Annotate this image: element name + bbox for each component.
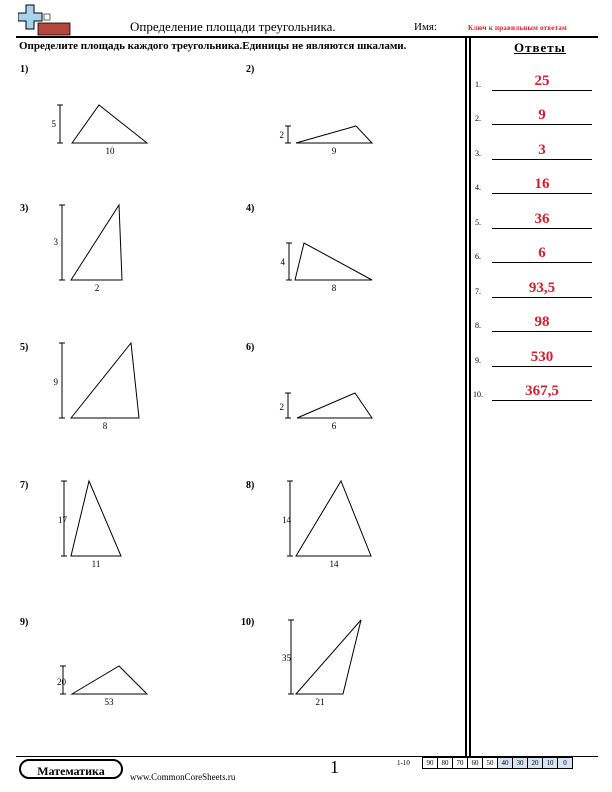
answer-line	[492, 366, 592, 367]
answer-value: 367,5	[525, 383, 559, 399]
answer-value: 93,5	[528, 280, 556, 296]
page-number: 1	[330, 757, 339, 777]
base-label: 8	[102, 421, 108, 431]
answer-number: 8.	[475, 321, 481, 330]
answer-number: 6.	[475, 252, 481, 261]
height-label: 5	[51, 119, 56, 129]
base-label: 10	[105, 146, 115, 156]
height-label: 4	[280, 257, 285, 267]
problem-number: 5)	[20, 342, 29, 353]
base-label: 9	[331, 146, 337, 156]
problem-number: 1)	[20, 64, 29, 75]
triangle-diagram	[266, 471, 406, 571]
answer-number: 4.	[475, 183, 481, 192]
triangle-diagram	[40, 650, 180, 710]
answer-value: 36	[534, 211, 550, 227]
problem-number: 10)	[241, 617, 255, 628]
column-divider	[465, 36, 467, 756]
triangle-diagram	[40, 333, 180, 433]
triangle-diagram	[40, 471, 180, 571]
score-cell: 30	[513, 758, 528, 769]
website-link[interactable]: www.CommonCoreSheets.ru	[130, 772, 236, 782]
problem-number: 7)	[20, 480, 29, 491]
height-label: 35	[282, 653, 291, 663]
problem-number: 3)	[20, 203, 29, 214]
base-label: 2	[94, 283, 100, 293]
subject-badge: Математика	[19, 759, 123, 779]
answer-number: 2.	[475, 114, 481, 123]
height-label: 20	[57, 677, 66, 687]
answer-value: 9	[538, 107, 546, 123]
base-label: 11	[91, 559, 101, 569]
problem-number: 8)	[246, 480, 255, 491]
answer-number: 7.	[475, 287, 481, 296]
triangle-diagram	[266, 373, 406, 433]
triangle-diagram	[266, 235, 406, 295]
height-label: 3	[53, 237, 58, 247]
answer-line	[492, 331, 592, 332]
header-rule	[16, 36, 598, 38]
answer-value: 98	[534, 314, 550, 330]
answer-line	[492, 90, 592, 91]
height-label: 2	[279, 402, 284, 412]
answer-key-label: Ключ к правильным ответам	[468, 24, 567, 32]
height-label: 2	[279, 130, 284, 140]
answer-line	[492, 228, 592, 229]
logo-icon	[18, 4, 74, 38]
problem-number: 6)	[246, 342, 255, 353]
instructions: Определите площадь каждого треугольника.Единицы не являются шкалами.	[19, 40, 407, 52]
base-label: 21	[315, 697, 325, 707]
answer-value: 530	[530, 349, 554, 365]
triangle-diagram	[40, 195, 180, 295]
name-label: Имя:	[414, 21, 438, 33]
problem-number: 4)	[246, 203, 255, 214]
answer-value: 25	[534, 73, 550, 89]
height-label: 14	[282, 515, 291, 525]
height-label: 9	[53, 377, 58, 387]
answer-number: 10.	[473, 390, 483, 399]
page-title: Определение площади треугольника.	[130, 19, 336, 34]
problem-number: 9)	[20, 617, 29, 628]
column-divider	[469, 36, 471, 756]
answer-line	[492, 159, 592, 160]
base-label: 6	[331, 421, 337, 431]
answer-number: 9.	[475, 356, 481, 365]
score-cell: 40	[498, 758, 513, 769]
score-range: 1-10	[397, 759, 410, 767]
score-cell: 50	[483, 758, 498, 769]
answer-value: 16	[534, 176, 550, 192]
base-label: 53	[104, 697, 114, 707]
answer-value: 6	[538, 245, 546, 261]
score-cell: 70	[453, 758, 468, 769]
height-label: 17	[58, 515, 67, 525]
answers-title: Ответы	[514, 40, 566, 55]
score-cell: 90	[423, 758, 438, 769]
score-cell: 0	[558, 758, 573, 769]
answer-line	[492, 124, 592, 125]
answer-line	[492, 400, 592, 401]
answer-line	[492, 297, 592, 298]
problem-number: 2)	[246, 64, 255, 75]
answer-number: 5.	[475, 218, 481, 227]
answer-number: 3.	[475, 149, 481, 158]
answer-line	[492, 193, 592, 194]
triangle-diagram	[266, 95, 406, 160]
base-label: 8	[331, 283, 337, 293]
triangle-diagram	[266, 610, 406, 710]
score-table	[397, 757, 573, 769]
score-cell: 20	[528, 758, 543, 769]
score-cell: 10	[543, 758, 558, 769]
score-cell: 80	[438, 758, 453, 769]
base-label: 14	[329, 559, 339, 569]
answer-line	[492, 262, 592, 263]
answer-number: 1.	[475, 80, 481, 89]
triangle-diagram	[40, 95, 180, 160]
answer-value: 3	[538, 142, 546, 158]
score-cell: 60	[468, 758, 483, 769]
